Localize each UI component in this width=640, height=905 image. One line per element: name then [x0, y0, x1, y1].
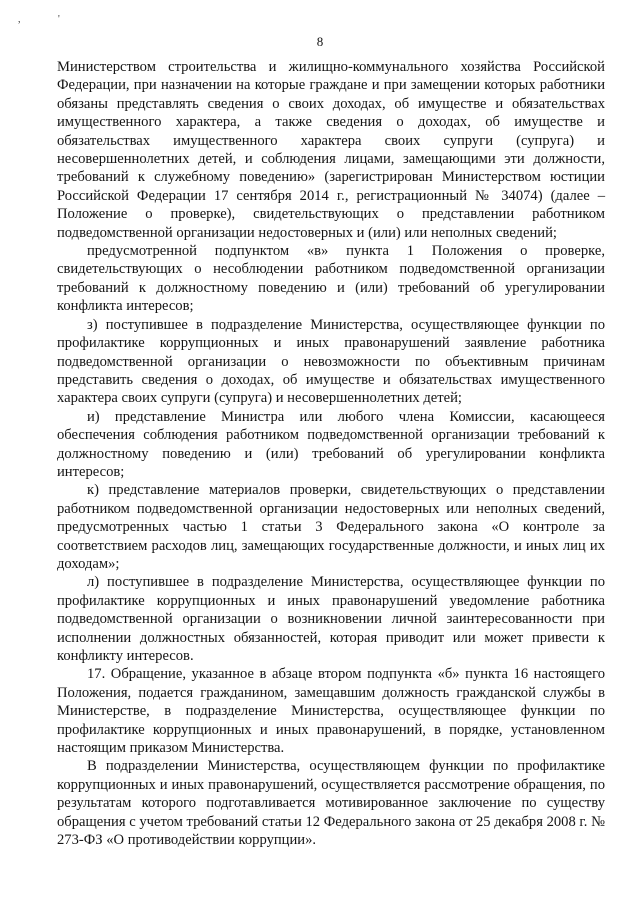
paragraph-item-i: и) представление Министра или любого члена Комиссии, касающееся обеспечения соблюдения работником подведомственной организации требований к должностному поведению и (или) требований об урегулировании конфликта интересов; [57, 408, 605, 480]
paragraph-section-17: 17. Обращение, указанное в абзаце втором подпункта «б» пункта 16 настоящего Положения, подается гражданином, замещавшим должность гражданской службы в Министерстве, в подразделение Министерства, осуществляющее функции по профилактике коррупционных и иных правонарушений, в порядке, установленном настоящим приказом Министерства. [57, 666, 605, 757]
paragraph-item-k: к) представление материалов проверки, свидетельствующих о представлении работником подведомственной организации недостоверных или неполных сведений, предусмотренных частью 1 статьи 3 Федерального закона «О контроле за соответствием расходов лиц, замещающих государственные должности, и иных лиц их доходам»; [57, 482, 605, 572]
page-number: 8 [316, 34, 324, 49]
corner-mark: ' [58, 14, 60, 25]
paragraph-continuation: Министерством строительства и жилищно-коммунального хозяйства Российской Федерации, при назначении на которые граждане и при замещении которых работники обязаны представлять сведения о своих доходах, об имуществе и обязательствах имущественного характера, а также сведения о доходах, об имуществе и обязательствах имущественного характера своих супруги (супруга) и несовершеннолетних детей, и соблюдения лицами, замещающими эти должности, требований к служебному поведению» (зарегистрирован Министерством юстиции Российской Федерации 17 сентября 2014 г., регистрационный № 34074) (далее – Положение о проверке), свидетельствующих о представлении работником подведомственной организации недостоверных и (или) или неполных сведений; [57, 59, 605, 241]
corner-mark: , [18, 14, 21, 25]
paragraph-item-z: з) поступившее в подразделение Министерства, осуществляющее функции по профилактике коррупционных и иных правонарушений заявление работника подведомственной организации о невозможности по объективным причинам представить сведения о доходах, об имуществе и обязательствах имущественного характера своих супруги (супруга) и несовершеннолетних детей; [57, 316, 605, 407]
paragraph: предусмотренной подпунктом «в» пункта 1 Положения о проверке, свидетельствующих о несоблюдении работником подведомственной организации требований к должностному поведению и (или) требований об урегулировании конфликта интересов; [57, 243, 605, 315]
paragraph: В подразделении Министерства, осуществляющем функции по профилактике коррупционных и иных правонарушений, осуществляется рассмотрение обращения, по результатам которого подготавливается мотивированное заключение по существу обращения с учетом требований статьи 12 Федерального закона от 25 декабря 2008 г. № 273-ФЗ «О противодействии коррупции». [57, 758, 605, 849]
paragraph-item-l: л) поступившее в подразделение Министерства, осуществляющее функции по профилактике коррупционных и иных правонарушений уведомление работника подведомственной организации о возникновении личной заинтересованности при исполнении должностных обязанностей, которая приводит или может привести к конфликту интересов. [57, 574, 605, 664]
document-body [57, 58, 605, 849]
